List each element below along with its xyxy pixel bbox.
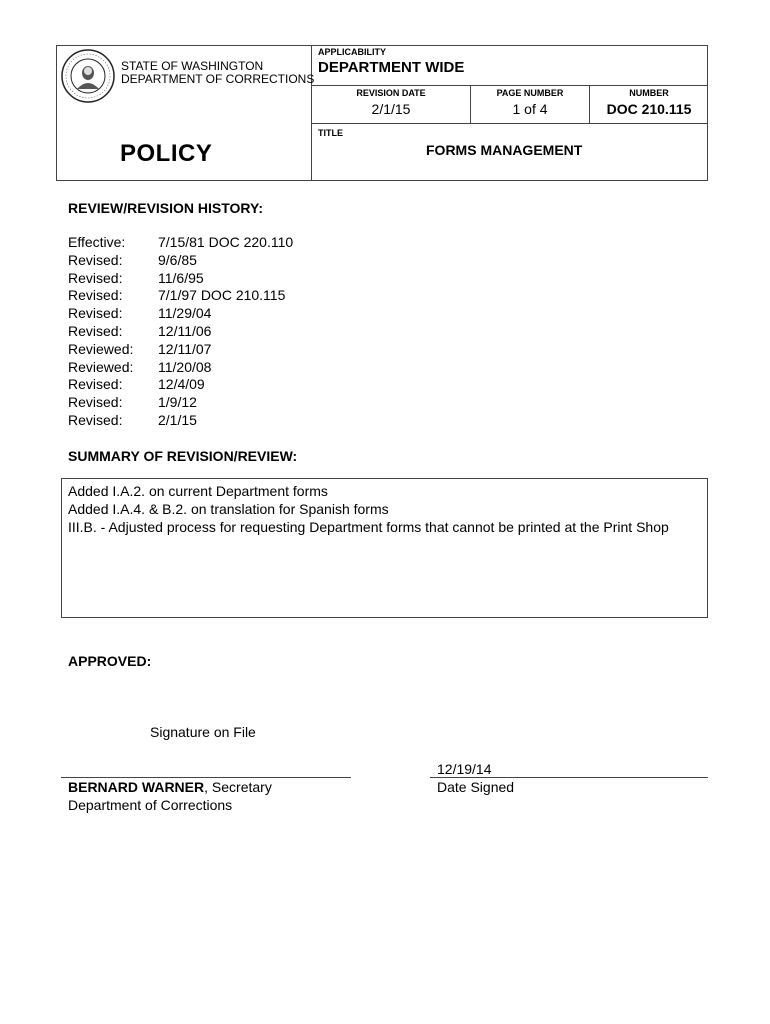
header-divider bbox=[311, 85, 708, 86]
history-entry-label: Revised: bbox=[68, 287, 123, 304]
history-entry-value: 11/6/95 bbox=[158, 269, 204, 286]
history-entry bbox=[68, 341, 293, 359]
history-entry-value: 9/6/85 bbox=[158, 251, 197, 268]
summary-line: III.B. - Adjusted process for requesting Department forms that cannot be printed at the Print Shop bbox=[68, 519, 669, 535]
approved-heading: APPROVED: bbox=[68, 653, 152, 669]
history-entry bbox=[68, 359, 293, 377]
summary-line: Added I.A.4. & B.2. on translation for Spanish forms bbox=[68, 501, 389, 517]
revision-date-value: 2/1/15 bbox=[371, 101, 411, 117]
date-signed-value: 12/19/14 bbox=[437, 761, 492, 777]
revision-date-label: REVISION DATE bbox=[356, 88, 426, 98]
history-entry-label: Revised: bbox=[68, 269, 123, 286]
history-entry bbox=[68, 412, 293, 430]
state-seal-icon bbox=[61, 49, 115, 103]
applicability-value: DEPARTMENT WIDE bbox=[318, 59, 465, 76]
history-entry-label: Revised: bbox=[68, 376, 123, 393]
number-label: NUMBER bbox=[629, 88, 669, 98]
history-entry-label: Revised: bbox=[68, 394, 123, 411]
history-list bbox=[68, 234, 293, 430]
history-entry-value: 11/20/08 bbox=[158, 358, 212, 375]
agency-name-line2: DEPARTMENT OF CORRECTIONS bbox=[121, 72, 315, 86]
page-number-value: 1 of 4 bbox=[512, 101, 548, 117]
history-entry bbox=[68, 305, 293, 323]
history-entry-label: Revised: bbox=[68, 411, 123, 428]
signature-text: Signature on File bbox=[150, 724, 256, 740]
number-value: DOC 210.115 bbox=[606, 101, 692, 117]
history-entry-label: Revised: bbox=[68, 305, 123, 322]
date-line bbox=[430, 777, 708, 778]
signer-title: , Secretary bbox=[204, 779, 272, 795]
document-type: POLICY bbox=[120, 140, 213, 167]
history-entry-value: 2/1/15 bbox=[158, 411, 197, 428]
history-entry bbox=[68, 376, 293, 394]
signer-name: BERNARD WARNER bbox=[68, 779, 205, 795]
history-entry-label: Reviewed: bbox=[68, 340, 134, 357]
history-entry-value: 11/29/04 bbox=[158, 305, 212, 322]
signature-line bbox=[61, 777, 351, 778]
history-entry bbox=[68, 323, 293, 341]
history-entry-value: 1/9/12 bbox=[158, 394, 197, 411]
history-entry-value: 12/11/06 bbox=[158, 322, 212, 339]
page-number-label: PAGE NUMBER bbox=[496, 88, 564, 98]
signer-department: Department of Corrections bbox=[68, 797, 233, 813]
history-entry-value: 7/15/81 DOC 220.110 bbox=[158, 234, 294, 250]
history-entry-label: Revised: bbox=[68, 322, 123, 339]
history-entry bbox=[68, 252, 293, 270]
signer-name-line bbox=[68, 779, 272, 795]
history-entry-label: Revised: bbox=[68, 251, 123, 268]
history-entry bbox=[68, 287, 293, 305]
history-entry bbox=[68, 394, 293, 412]
history-entry bbox=[68, 234, 293, 252]
history-entry bbox=[68, 270, 293, 288]
history-entry-label: Reviewed: bbox=[68, 358, 134, 375]
history-entry-value: 12/4/09 bbox=[158, 376, 205, 393]
history-entry-label: Effective: bbox=[68, 234, 126, 250]
history-heading: REVIEW/REVISION HISTORY: bbox=[68, 200, 263, 216]
summary-line: Added I.A.2. on current Department forms bbox=[68, 483, 328, 499]
agency-name-line1: STATE OF WASHINGTON bbox=[121, 59, 264, 73]
history-entry-value: 7/1/97 DOC 210.115 bbox=[158, 287, 286, 304]
summary-heading: SUMMARY OF REVISION/REVIEW: bbox=[68, 448, 298, 464]
title-label: TITLE bbox=[318, 128, 343, 138]
header-divider bbox=[311, 123, 708, 124]
applicability-label: APPLICABILITY bbox=[318, 47, 387, 57]
title-value: FORMS MANAGEMENT bbox=[426, 142, 583, 158]
summary-box bbox=[61, 478, 708, 618]
history-entry-value: 12/11/07 bbox=[158, 340, 212, 357]
date-signed-label: Date Signed bbox=[437, 779, 515, 795]
